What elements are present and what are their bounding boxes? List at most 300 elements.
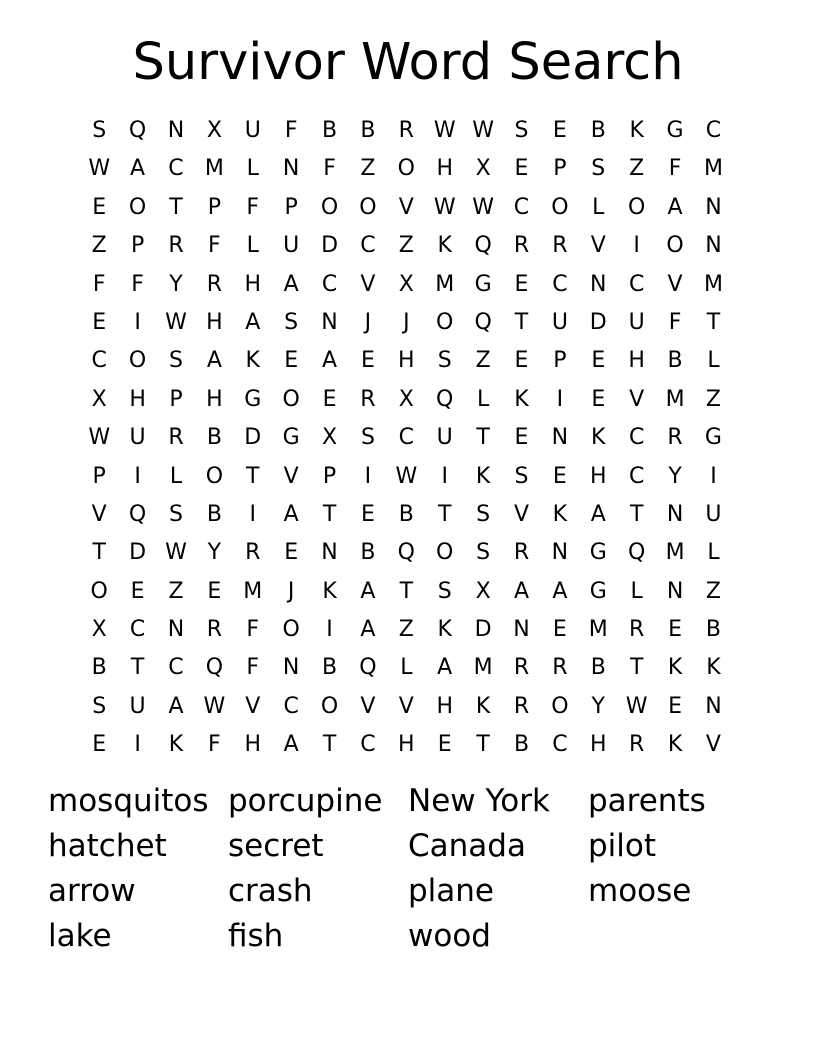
grid-letter: O: [359, 194, 377, 220]
grid-letter: A: [245, 309, 261, 335]
grid-letter: F: [668, 156, 682, 182]
grid-letter: O: [628, 194, 646, 220]
grid-letter: L: [169, 463, 183, 489]
grid-letter: A: [360, 578, 376, 604]
grid-letter: H: [628, 348, 645, 374]
grid-row: [80, 112, 736, 150]
grid-letter: U: [283, 233, 300, 259]
grid-letter: R: [513, 233, 530, 259]
grid-letter: K: [437, 617, 452, 643]
grid-letter: P: [92, 463, 106, 489]
grid-letter: G: [666, 118, 684, 143]
grid-letter: T: [629, 501, 644, 527]
word-list-item: arrow: [48, 873, 136, 909]
grid-letter: G: [704, 425, 722, 451]
grid-letter: S: [514, 118, 529, 143]
grid-row: [80, 573, 736, 611]
grid-letter: I: [441, 463, 448, 489]
grid-letter: K: [475, 463, 491, 489]
grid-letter: A: [360, 617, 376, 643]
grid-letter: O: [128, 348, 147, 374]
grid-letter: Y: [207, 540, 222, 566]
grid-letter: C: [168, 655, 184, 681]
grid-letter: Z: [360, 156, 376, 182]
word-list: [48, 779, 768, 959]
grid-letter: Z: [475, 348, 491, 374]
grid-letter: G: [282, 425, 300, 451]
grid-letter: D: [474, 617, 492, 643]
grid-letter: A: [590, 501, 606, 527]
grid-letter: Y: [169, 271, 183, 297]
grid-row: [80, 496, 736, 534]
grid-letter: O: [551, 693, 569, 719]
grid-row: [80, 611, 736, 649]
grid-letter: Q: [128, 501, 147, 527]
grid-letter: E: [591, 386, 606, 412]
grid-letter: E: [360, 501, 375, 527]
grid-letter: R: [398, 118, 414, 143]
word-list-item: parents: [588, 783, 706, 819]
grid-letter: E: [437, 732, 452, 758]
grid-letter: E: [514, 425, 529, 451]
grid-letter: K: [591, 425, 606, 451]
grid-letter: F: [284, 118, 298, 143]
grid-letter: K: [514, 386, 529, 412]
grid-letter: A: [206, 348, 222, 374]
word-list-row: [48, 824, 768, 869]
grid-letter: O: [397, 156, 415, 182]
grid-letter: B: [667, 348, 683, 374]
grid-row: [80, 419, 736, 457]
grid-letter: N: [705, 194, 722, 220]
grid-letter: F: [246, 655, 260, 681]
grid-letter: O: [436, 540, 454, 566]
grid-letter: R: [245, 540, 261, 566]
word-list-item: Canada: [408, 828, 526, 864]
grid-letter: P: [322, 463, 337, 489]
grid-letter: C: [321, 271, 338, 297]
grid-letter: D: [244, 425, 262, 451]
word-list-item: plane: [408, 873, 495, 909]
grid-letter: E: [514, 348, 529, 374]
grid-letter: R: [513, 693, 530, 719]
grid-letter: F: [92, 271, 106, 297]
grid-letter: I: [710, 463, 717, 489]
grid-letter: N: [513, 617, 530, 643]
grid-letter: U: [129, 425, 146, 451]
grid-letter: C: [398, 425, 414, 451]
grid-letter: B: [206, 501, 222, 527]
grid-letter: A: [283, 501, 299, 527]
grid-letter: R: [667, 425, 683, 451]
grid-letter: N: [167, 118, 185, 143]
word-list-row: [48, 869, 768, 914]
grid-letter: L: [630, 578, 643, 604]
grid-letter: H: [398, 348, 415, 374]
grid-letter: B: [321, 655, 338, 681]
grid-letter: W: [625, 693, 648, 719]
grid-letter: K: [437, 233, 452, 259]
grid-letter: N: [590, 271, 607, 297]
grid-letter: O: [128, 194, 147, 220]
grid-letter: R: [206, 617, 223, 643]
grid-letter: D: [129, 540, 147, 566]
word-list-item: New York: [408, 783, 550, 819]
grid-letter: I: [556, 386, 564, 412]
grid-letter: W: [395, 463, 418, 489]
grid-letter: G: [589, 540, 607, 566]
grid-letter: Z: [398, 617, 414, 643]
grid-letter: E: [284, 540, 299, 566]
grid-letter: Q: [474, 233, 492, 259]
grid-letter: X: [475, 578, 491, 604]
grid-letter: O: [282, 617, 300, 643]
grid-letter: K: [168, 732, 184, 758]
grid-letter: T: [246, 463, 260, 489]
grid-letter: Z: [705, 386, 721, 412]
grid-letter: U: [129, 693, 146, 719]
grid-letter: I: [633, 233, 640, 259]
grid-letter: H: [206, 309, 223, 335]
grid-letter: D: [321, 233, 339, 259]
grid-letter: C: [360, 233, 376, 259]
grid-letter: C: [552, 271, 568, 297]
grid-letter: B: [590, 118, 606, 143]
grid-letter: C: [705, 118, 722, 143]
grid-letter: T: [514, 309, 529, 335]
grid-letter: Q: [397, 540, 415, 566]
grid-letter: X: [91, 617, 107, 643]
grid-letter: R: [168, 425, 184, 451]
grid-letter: O: [436, 309, 454, 335]
grid-letter: R: [168, 233, 184, 259]
grid-letter: Y: [668, 463, 682, 489]
word-list-row: [48, 914, 768, 959]
grid-letter: O: [90, 578, 108, 604]
grid-letter: O: [205, 463, 224, 489]
grid-letter: Z: [91, 233, 107, 259]
grid-letter: B: [360, 118, 376, 143]
grid-letter: T: [476, 425, 490, 451]
grid-letter: P: [130, 233, 145, 259]
grid-letter: I: [249, 501, 256, 527]
grid-row: [80, 381, 736, 419]
grid-letter: I: [364, 463, 372, 489]
grid-letter: S: [476, 540, 491, 566]
grid-letter: W: [433, 194, 456, 220]
grid-letter: E: [591, 348, 606, 374]
grid-letter: Z: [168, 578, 184, 604]
grid-letter: I: [134, 463, 141, 489]
grid-letter: V: [667, 271, 683, 297]
grid-row: [80, 726, 736, 764]
grid-letter: T: [437, 501, 452, 527]
grid-letter: H: [244, 732, 262, 758]
grid-letter: G: [474, 271, 492, 297]
grid-letter: N: [705, 233, 722, 259]
grid-letter: U: [705, 501, 722, 527]
grid-letter: V: [245, 693, 261, 719]
grid-letter: E: [668, 617, 682, 643]
grid-letter: R: [552, 233, 568, 259]
grid-row: [80, 266, 736, 304]
grid-letter: N: [321, 540, 338, 566]
grid-letter: P: [169, 386, 183, 412]
word-list-item: wood: [408, 918, 491, 954]
grid-letter: N: [666, 578, 684, 604]
grid-letter: W: [472, 194, 494, 220]
grid-letter: S: [92, 118, 107, 143]
grid-letter: B: [705, 617, 721, 643]
grid-letter: F: [323, 156, 336, 182]
grid-letter: R: [513, 655, 530, 681]
grid-letter: H: [398, 732, 415, 758]
grid-letter: H: [244, 271, 262, 297]
grid-letter: E: [360, 348, 375, 374]
grid-row: [80, 227, 736, 265]
grid-letter: I: [134, 732, 141, 758]
word-list-item: moose: [588, 873, 692, 909]
word-list-item: mosquitos: [48, 783, 209, 819]
word-list-item: crash: [228, 873, 313, 909]
grid-letter: B: [398, 501, 414, 527]
letter-grid: [80, 112, 736, 765]
grid-letter: L: [476, 386, 490, 412]
grid-letter: W: [165, 540, 187, 566]
grid-letter: M: [588, 617, 608, 643]
word-list-item: pilot: [588, 828, 657, 864]
grid-letter: M: [435, 271, 455, 297]
grid-letter: F: [668, 309, 682, 335]
grid-letter: H: [436, 156, 453, 182]
grid-letter: N: [282, 655, 300, 681]
grid-letter: Q: [628, 540, 646, 566]
grid-letter: G: [244, 386, 262, 412]
grid-letter: N: [551, 425, 569, 451]
grid-row: [80, 458, 736, 496]
grid-letter: K: [245, 348, 260, 374]
grid-letter: D: [589, 309, 607, 335]
grid-letter: H: [436, 693, 453, 719]
grid-letter: T: [629, 655, 644, 681]
grid-letter: A: [513, 578, 530, 604]
grid-letter: K: [322, 578, 337, 604]
grid-letter: N: [551, 540, 569, 566]
grid-letter: C: [129, 617, 146, 643]
grid-letter: T: [322, 501, 337, 527]
grid-letter: S: [476, 501, 491, 527]
grid-letter: N: [666, 501, 684, 527]
grid-letter: O: [551, 194, 569, 220]
grid-letter: F: [246, 617, 260, 643]
grid-letter: W: [88, 425, 111, 451]
grid-letter: M: [703, 271, 723, 297]
grid-row: [80, 534, 736, 572]
word-list-item: secret: [228, 828, 324, 864]
grid-letter: V: [398, 194, 414, 220]
grid-letter: A: [168, 693, 184, 719]
grid-letter: S: [437, 348, 452, 374]
grid-letter: M: [665, 540, 685, 566]
grid-letter: P: [284, 194, 298, 220]
grid-letter: T: [706, 309, 721, 335]
grid-letter: M: [243, 578, 263, 604]
grid-letter: H: [590, 732, 607, 758]
grid-letter: S: [168, 348, 183, 374]
grid-letter: A: [130, 156, 146, 182]
grid-row: [80, 189, 736, 227]
grid-letter: O: [666, 233, 684, 259]
grid-letter: W: [433, 118, 456, 143]
grid-letter: B: [590, 655, 606, 681]
grid-letter: V: [360, 271, 376, 297]
grid-letter: C: [168, 156, 184, 182]
grid-letter: L: [592, 194, 605, 220]
grid-letter: A: [552, 578, 568, 604]
grid-letter: A: [283, 732, 299, 758]
grid-letter: H: [590, 463, 607, 489]
grid-letter: R: [552, 655, 568, 681]
grid-letter: Z: [705, 578, 721, 604]
grid-letter: M: [665, 386, 685, 412]
grid-letter: V: [705, 732, 721, 758]
grid-letter: Q: [436, 386, 454, 412]
grid-letter: R: [206, 271, 223, 297]
grid-letter: T: [130, 655, 145, 681]
grid-letter: W: [203, 693, 226, 719]
grid-letter: S: [514, 463, 529, 489]
grid-letter: Q: [359, 655, 377, 681]
grid-row: [80, 304, 736, 342]
grid-letter: U: [436, 425, 453, 451]
grid-letter: L: [246, 233, 259, 259]
grid-letter: O: [320, 693, 339, 719]
grid-letter: O: [320, 194, 339, 220]
grid-letter: N: [167, 617, 185, 643]
grid-letter: G: [589, 578, 607, 604]
grid-letter: R: [629, 732, 645, 758]
grid-letter: M: [703, 156, 723, 182]
grid-letter: E: [322, 386, 337, 412]
grid-letter: I: [326, 617, 333, 643]
grid-letter: L: [400, 655, 413, 681]
word-list-item: fish: [228, 918, 284, 954]
grid-letter: L: [707, 348, 720, 374]
grid-letter: P: [553, 348, 567, 374]
grid-letter: E: [207, 578, 222, 604]
grid-letter: E: [514, 156, 529, 182]
grid-letter: X: [91, 386, 107, 412]
grid-letter: U: [551, 309, 568, 335]
grid-letter: C: [628, 463, 645, 489]
grid-letter: E: [92, 732, 107, 758]
grid-letter: N: [705, 693, 722, 719]
grid-letter: V: [91, 501, 107, 527]
grid-letter: E: [552, 463, 567, 489]
grid-letter: E: [552, 118, 567, 143]
grid-letter: E: [552, 617, 567, 643]
grid-letter: C: [91, 348, 107, 374]
grid-letter: E: [668, 693, 682, 719]
grid-letter: M: [204, 156, 224, 182]
grid-letter: E: [284, 348, 299, 374]
grid-letter: I: [134, 309, 141, 335]
grid-letter: H: [206, 386, 223, 412]
grid-letter: F: [246, 194, 260, 220]
grid-letter: V: [283, 463, 299, 489]
grid-letter: C: [360, 732, 376, 758]
grid-letter: S: [437, 578, 452, 604]
grid-letter: T: [399, 578, 414, 604]
grid-letter: S: [591, 156, 606, 182]
grid-letter: C: [513, 194, 530, 220]
grid-letter: P: [207, 194, 221, 220]
grid-letter: E: [92, 309, 107, 335]
grid-letter: B: [321, 118, 338, 143]
grid-letter: B: [513, 732, 530, 758]
word-list-item: hatchet: [48, 828, 167, 864]
grid-letter: Q: [474, 309, 492, 335]
grid-letter: L: [707, 540, 720, 566]
word-list-item: lake: [48, 918, 112, 954]
grid-letter: V: [513, 501, 530, 527]
grid-letter: E: [130, 578, 145, 604]
grid-letter: A: [437, 655, 453, 681]
word-list-item: porcupine: [228, 783, 383, 819]
grid-letter: H: [129, 386, 146, 412]
grid-letter: L: [246, 156, 259, 182]
grid-letter: W: [165, 309, 187, 335]
grid-letter: U: [628, 309, 645, 335]
grid-letter: W: [88, 156, 111, 182]
grid-letter: K: [667, 732, 683, 758]
grid-letter: K: [475, 693, 491, 719]
grid-letter: C: [628, 425, 645, 451]
grid-letter: E: [514, 271, 529, 297]
grid-letter: F: [208, 233, 221, 259]
grid-letter: T: [476, 732, 490, 758]
grid-letter: A: [283, 271, 299, 297]
grid-letter: E: [92, 194, 107, 220]
grid-letter: F: [131, 271, 144, 297]
grid-letter: B: [206, 425, 222, 451]
grid-letter: Q: [128, 118, 147, 143]
word-list-row: [48, 779, 768, 824]
grid-letter: V: [629, 386, 645, 412]
grid-letter: T: [92, 540, 106, 566]
grid-letter: V: [360, 693, 376, 719]
grid-letter: Z: [629, 156, 645, 182]
grid-letter: K: [706, 655, 721, 681]
grid-letter: Y: [591, 693, 605, 719]
grid-letter: R: [513, 540, 530, 566]
grid-letter: M: [473, 655, 493, 681]
grid-letter: U: [244, 118, 261, 143]
grid-letter: X: [475, 156, 491, 182]
page-title: Survivor Word Search: [132, 33, 684, 92]
grid-letter: S: [284, 309, 299, 335]
grid-row: [80, 649, 736, 687]
grid-letter: B: [360, 540, 376, 566]
grid-letter: P: [553, 156, 567, 182]
grid-letter: C: [628, 271, 645, 297]
grid-letter: Z: [398, 233, 414, 259]
grid-letter: N: [282, 156, 300, 182]
grid-letter: Q: [205, 655, 224, 681]
grid-letter: C: [552, 732, 568, 758]
grid-letter: X: [206, 118, 222, 143]
grid-letter: O: [282, 386, 300, 412]
